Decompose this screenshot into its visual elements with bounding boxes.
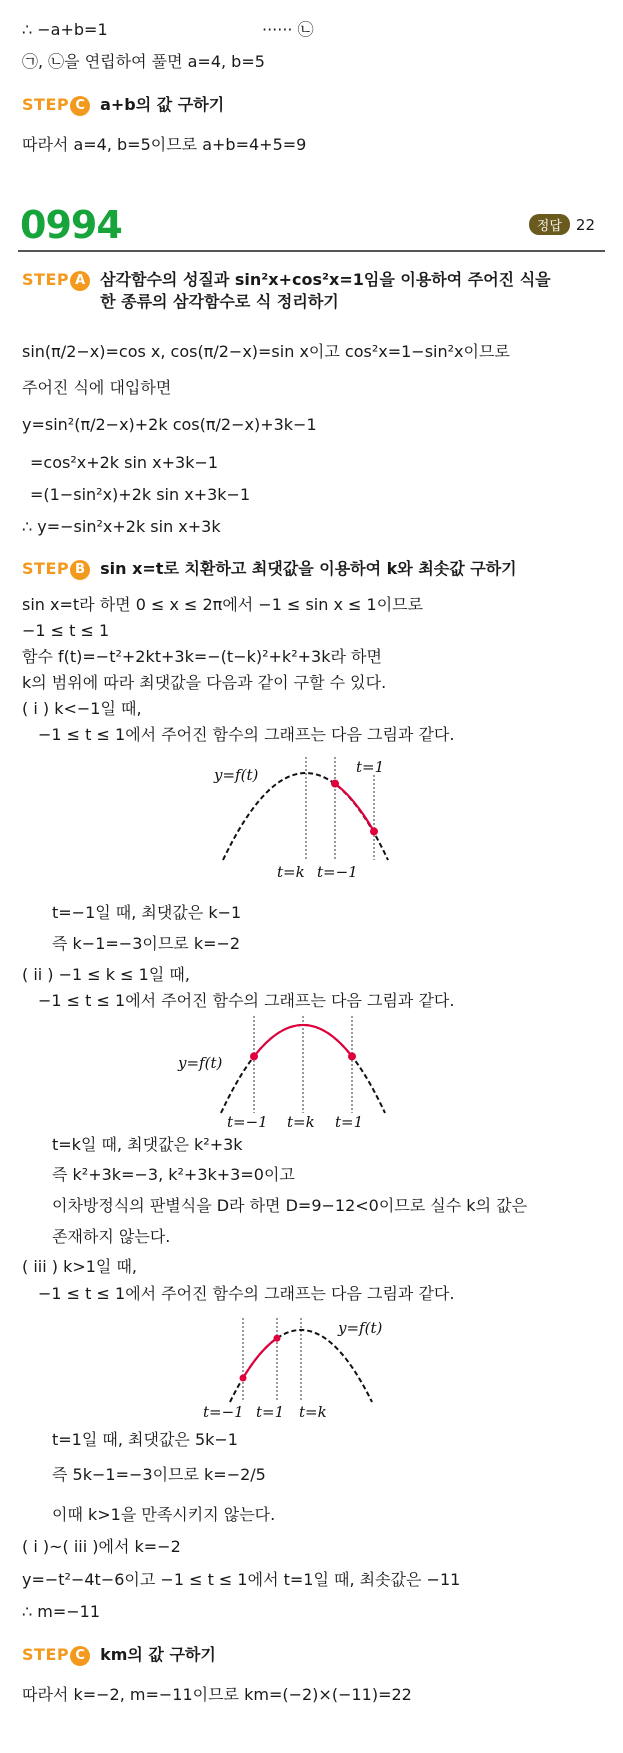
text-line: sin(π/2−x)=cos x, cos(π/2−x)=sin x이고 cos²x=1−sin²x이므로: [22, 342, 510, 361]
highlighted-segment: [243, 1338, 277, 1378]
equation-line: ∴ −a+b=1: [22, 20, 108, 39]
step-a-heading: [22, 269, 551, 313]
step-badge: B: [70, 560, 90, 580]
graph-case-3: [0, 1314, 623, 1424]
step-title-line: 삼각함수의 성질과 sin²x+cos²x=1임을 이용하여 주어진 식을: [100, 270, 551, 289]
text-line: y=−t²−4t−6이고 −1 ≤ t ≤ 1에서 t=1일 때, 최솟값은 −11: [22, 1570, 461, 1589]
text-line: k의 범위에 따라 최댓값을 다음과 같이 구할 수 있다.: [22, 673, 387, 692]
step-b-heading: [22, 558, 517, 580]
step-title-line: 한 종류의 삼각함수로 식 정리하기: [100, 292, 339, 311]
answer-badge: 정답: [529, 214, 570, 235]
endpoint-dot: [331, 780, 339, 788]
case-heading: ( iii ) k>1일 때,: [22, 1257, 138, 1276]
endpoint-dot: [274, 1335, 281, 1342]
endpoint-dot: [370, 827, 378, 835]
text-line: 따라서 a=4, b=5이므로 a+b=4+5=9: [22, 135, 307, 154]
text-line: 즉 5k−1=−3이므로 k=−2/5: [52, 1465, 266, 1484]
text-line: −1 ≤ t ≤ 1: [22, 621, 110, 640]
text-line: −1 ≤ t ≤ 1에서 주어진 함수의 그래프는 다음 그림과 같다.: [38, 991, 455, 1010]
axis-label: t=1: [356, 758, 385, 776]
step-tag: STEP: [22, 95, 70, 114]
step-title: sin x=t로 치환하고 최댓값을 이용하여 k와 최솟값 구하기: [100, 559, 517, 578]
axis-label: t=1: [256, 1403, 285, 1421]
step-tag: STEP: [22, 270, 70, 289]
step-tag: STEP: [22, 559, 70, 578]
answer-value: 22: [575, 216, 595, 234]
graph-case-2: [0, 1014, 623, 1130]
graph-case-1: [0, 750, 623, 885]
text-line: 함수 f(t)=−t²+2kt+3k=−(t−k)²+k²+3k라 하면: [22, 647, 382, 666]
case-heading: ( i ) k<−1일 때,: [22, 699, 142, 718]
answer-box: [529, 214, 595, 235]
text-line: t=−1일 때, 최댓값은 k−1: [52, 903, 242, 922]
step-title: km의 값 구하기: [100, 1645, 216, 1664]
text-line: ㉠, ㉡을 연립하여 풀면 a=4, b=5: [22, 52, 265, 71]
curve-label: y=f(t): [178, 1054, 223, 1072]
axis-label: t=−1: [227, 1113, 268, 1130]
text-line: 주어진 식에 대입하면: [22, 378, 172, 397]
step-tag: STEP: [22, 1645, 70, 1664]
endpoint-dot: [240, 1375, 247, 1382]
curve-label: y=f(t): [338, 1319, 383, 1337]
equation-line: ∴ y=−sin²x+2k sin x+3k: [22, 517, 221, 536]
problem-number: 0994: [20, 203, 122, 247]
step-badge: C: [70, 96, 90, 116]
endpoint-dot: [348, 1052, 356, 1060]
text-line: 이차방정식의 판별식을 D라 하면 D=9−12<0이므로 실수 k의 값은: [52, 1196, 528, 1215]
equation-line: =cos²x+2k sin x+3k−1: [30, 453, 219, 472]
text-line: 존재하지 않는다.: [52, 1227, 171, 1246]
text-line: sin x=t라 하면 0 ≤ x ≤ 2π에서 −1 ≤ sin x ≤ 1이므로: [22, 595, 424, 614]
step-badge: C: [70, 1646, 90, 1666]
step-badge: A: [70, 271, 90, 291]
step-c-heading: [22, 1644, 216, 1666]
text-line: ∴ m=−11: [22, 1602, 101, 1621]
step-title: a+b의 값 구하기: [100, 95, 225, 114]
text-line: 즉 k²+3k=−3, k²+3k+3=0이고: [52, 1165, 295, 1184]
equation-line: =(1−sin²x)+2k sin x+3k−1: [30, 485, 251, 504]
axis-label: t=k: [277, 863, 305, 881]
text-line: t=1일 때, 최댓값은 5k−1: [52, 1430, 238, 1449]
text-line: −1 ≤ t ≤ 1에서 주어진 함수의 그래프는 다음 그림과 같다.: [38, 725, 455, 744]
axis-label: t=k: [299, 1403, 327, 1421]
text-line: −1 ≤ t ≤ 1에서 주어진 함수의 그래프는 다음 그림과 같다.: [38, 1284, 455, 1303]
text-line: 따라서 k=−2, m=−11이므로 km=(−2)×(−11)=22: [22, 1685, 412, 1704]
axis-label: t=−1: [203, 1403, 244, 1421]
axis-label: t=−1: [317, 863, 358, 881]
step-title: [100, 269, 551, 313]
text-line: ( i )~( iii )에서 k=−2: [22, 1537, 181, 1556]
axis-label: t=k: [287, 1113, 315, 1130]
axis-label: t=1: [335, 1113, 364, 1130]
text-line: 이때 k>1을 만족시키지 않는다.: [52, 1505, 276, 1524]
case-heading: ( ii ) −1 ≤ k ≤ 1일 때,: [22, 965, 190, 984]
equation-mark: ······ ㉡: [262, 20, 314, 39]
text-line: t=k일 때, 최댓값은 k²+3k: [52, 1135, 243, 1154]
equation-line: y=sin²(π/2−x)+2k cos(π/2−x)+3k−1: [22, 415, 317, 434]
curve-label: y=f(t): [214, 766, 259, 784]
text-line: 즉 k−1=−3이므로 k=−2: [52, 934, 241, 953]
endpoint-dot: [250, 1052, 258, 1060]
step-c-heading: [22, 94, 224, 116]
divider: [18, 250, 605, 252]
